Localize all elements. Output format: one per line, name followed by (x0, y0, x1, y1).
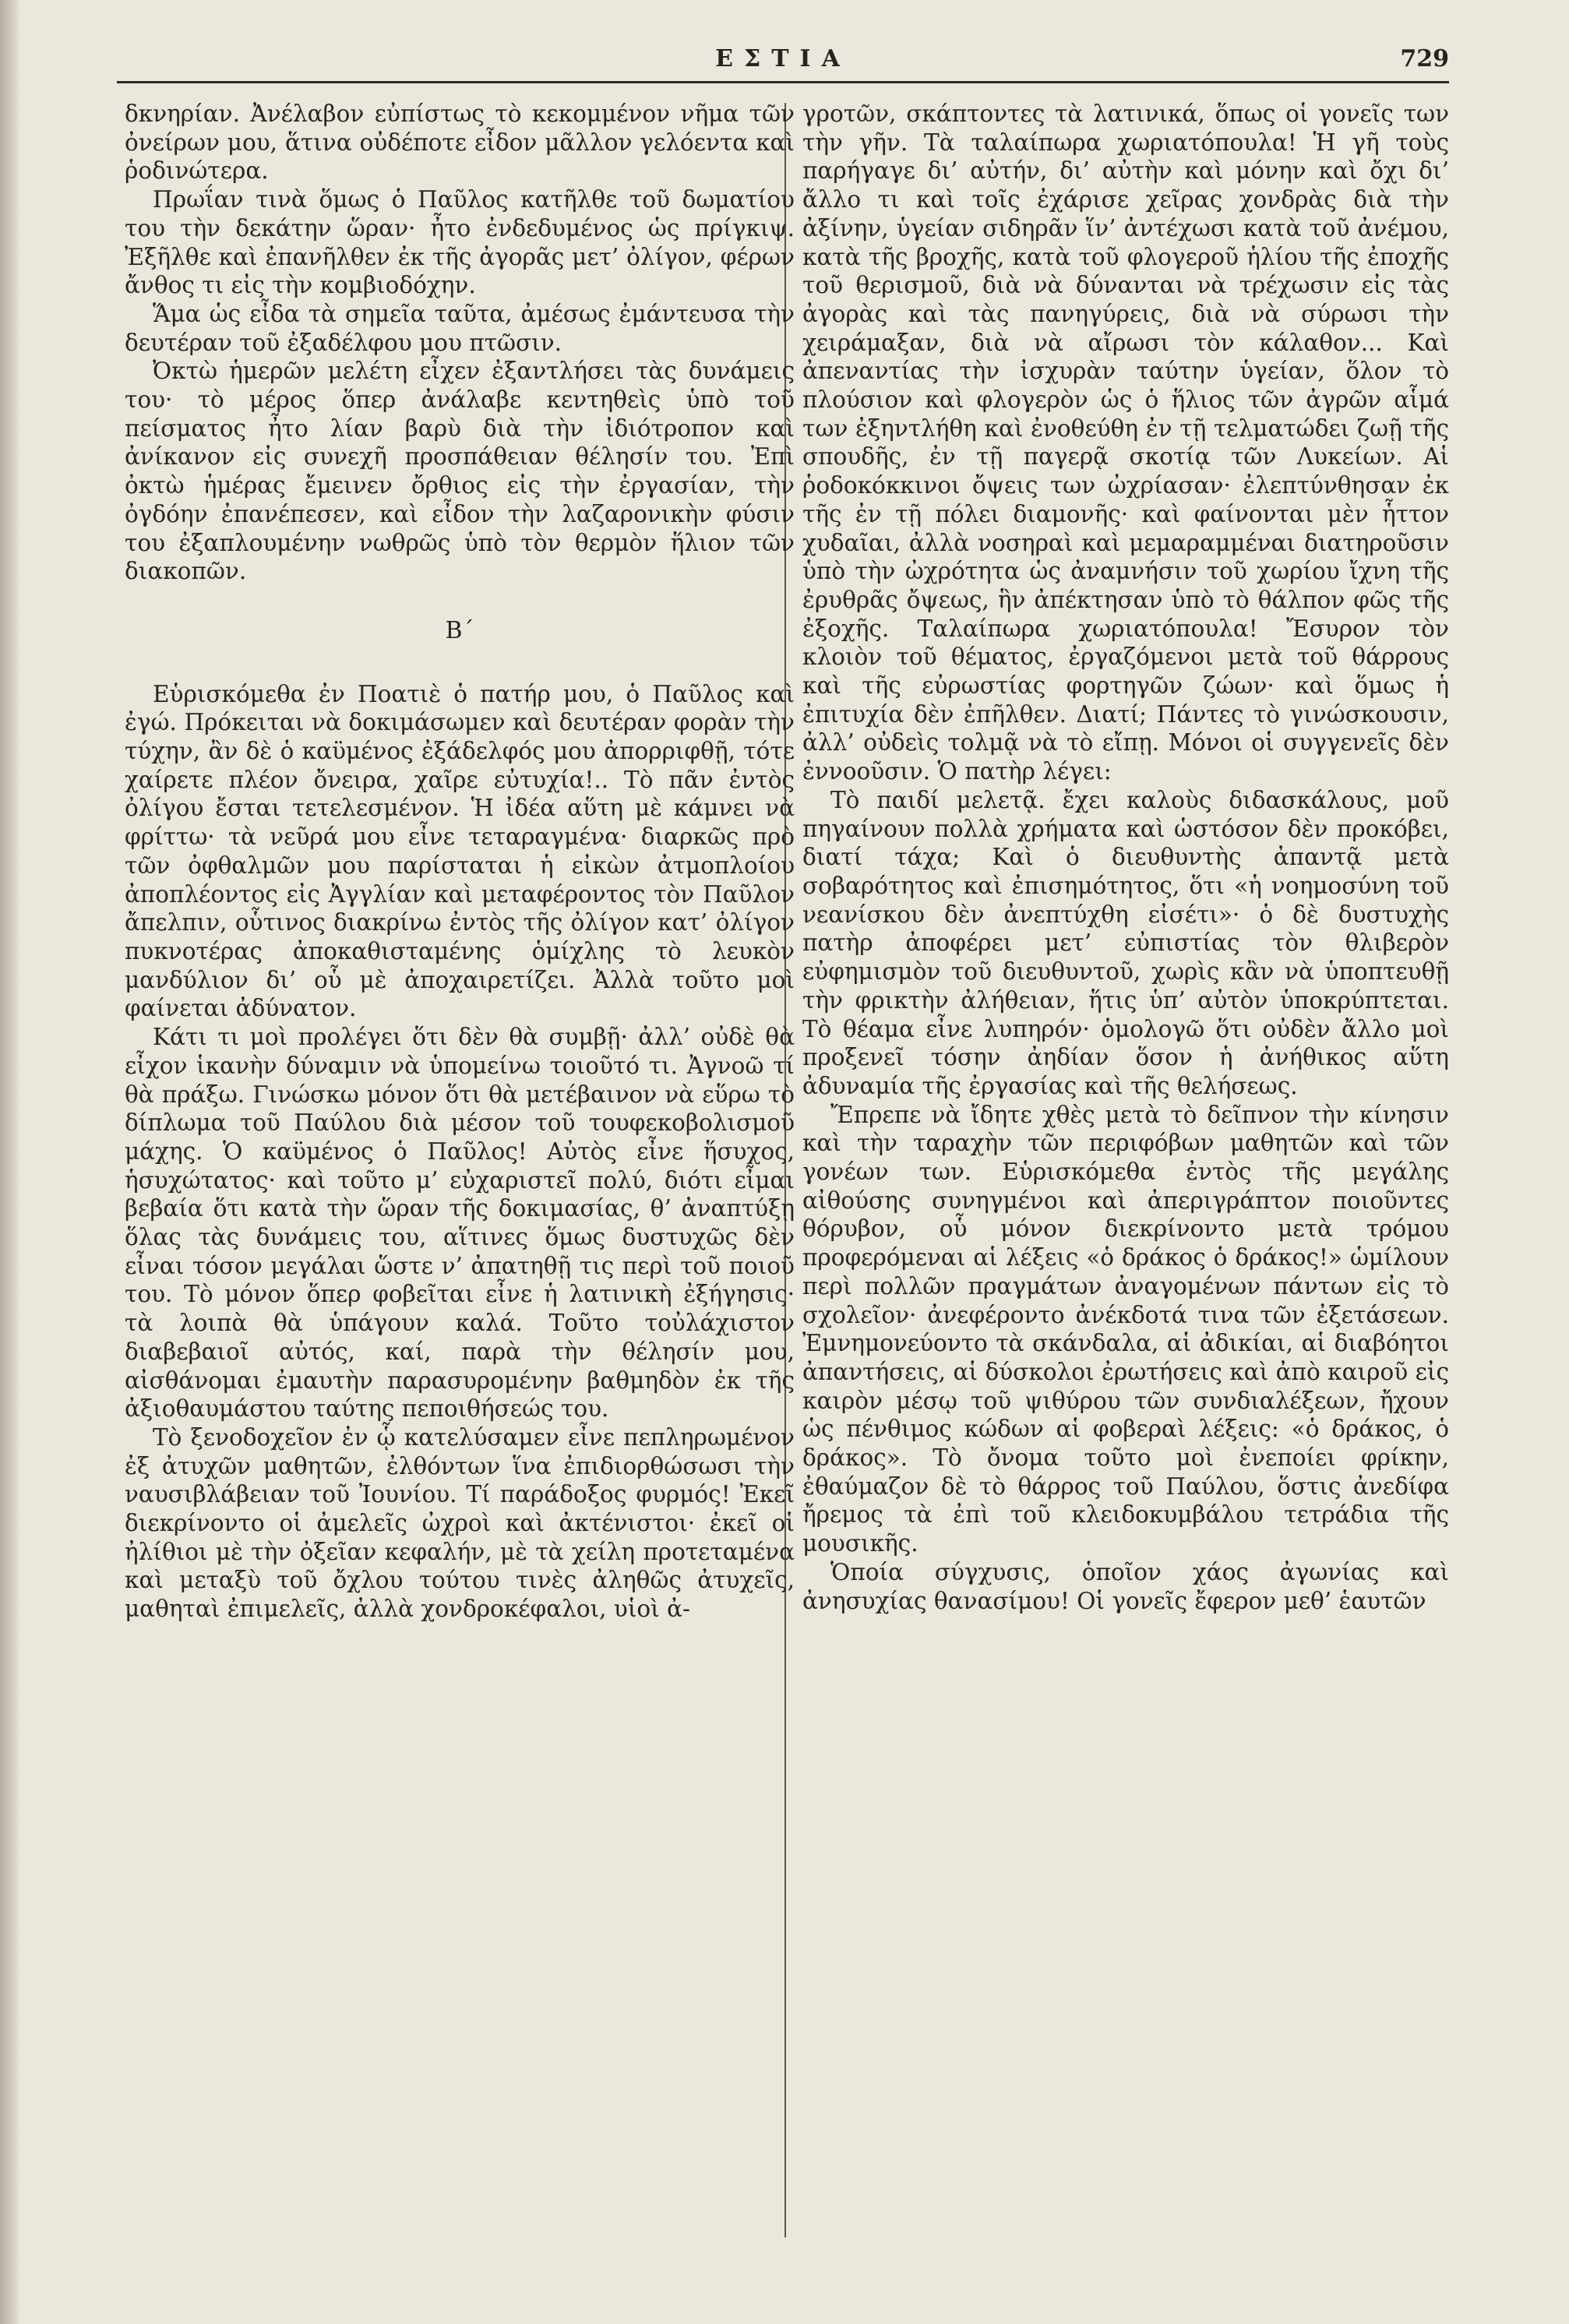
section-number: Β΄ (445, 616, 474, 644)
paragraph: Πρωΐαν τινὰ ὅμως ὁ Παῦλος κατῆλθε τοῦ δωματίου του τὴν δεκάτην ὥραν· ἦτο ἐνδεδυμένος ὡς πρίγκιψ. Ἐξῆλθε καὶ ἐπανῆλθεν ἐκ τῆς ἀγορᾶς μετ’ ὀλίγον, φέρων ἄνθος τι εἰς τὴν κομβιοδόχην. (125, 186, 795, 299)
paragraph: δκνηρίαν. Ἀνέλαβον εὐπίστως τὸ κεκομμένον νῆμα τῶν ὀνείρων μου, ἅτινα οὐδέποτε εἶδον μᾶλλον γελόεντα καὶ ῥοδινώτερα. (125, 101, 795, 185)
paragraph: Κάτι τι μοὶ προλέγει ὅτι δὲν θὰ συμβῇ· ἀλλ’ οὐδὲ θὰ εἶχον ἱκανὴν δύναμιν νὰ ὑπομείνω τοιοῦτό τι. Ἀγνοῶ τί θὰ πράξω. Γινώσκω μόνον ὅτι θὰ μετέβαινον νὰ εὕρω τὸ δίπλωμα τοῦ Παύλου διὰ μέσον τοῦ τουφεκοβολισμοῦ μάχης. Ὁ καϋμένος ὁ Παῦλος! Αὐτὸς εἶνε ἥσυχος, ἡσυχώτατος· καὶ τοῦτο μ’ εὐχαριστεῖ πολύ, διότι εἶμαι βεβαία ὅτι κατὰ τὴν ὥραν τῆς δοκιμασίας, θ’ ἀναπτύξῃ ὅλας τὰς δυνάμεις του, αἵτινες ὅμως δυστυχῶς δὲν εἶναι τόσον μεγάλαι ὥστε ν’ ἀπατηθῇ τις περὶ τοῦ ποιοῦ του. Τὸ μόνον ὅπερ φοβεῖται εἶνε ἡ λατινικὴ ἐξήγησις· τὰ λοιπὰ θὰ ὑπάγουν καλά. Τοῦτο τοὐλάχιστον διαβεβαιοῖ αὐτός, καί, παρὰ τὴν θέλησίν μου, αἰσθάνομαι ἐμαυτὴν παρασυρομένην βαθμηδὸν ἐκ τῆς ἀξιοθαυμάστου ταύτης πεποιθήσεώς του. (125, 1024, 795, 1423)
journal-title: ΕΣΤΙΑ (715, 45, 851, 72)
paragraph: Ἅμα ὡς εἶδα τὰ σημεῖα ταῦτα, ἀμέσως ἐμάντευσα τὴν δευτέραν τοῦ ἐξαδέλφου μου πτῶσιν. (125, 300, 795, 356)
header-rule (117, 81, 1449, 83)
paragraph: Τὸ παιδί μελετᾷ. ἔχει καλοὺς διδασκάλους, μοῦ πηγαίνουν πολλὰ χρήματα καὶ ὡστόσον δὲν προκόβει, διατί τάχα; Καὶ ὁ διευθυντὴς ἀπαντᾷ μετὰ σοβαρότητος καὶ ἐπισημότητος, ὅτι «ἡ νοημοσύνη τοῦ νεανίσκου δὲν ἀνεπτύχθη εἰσέτι»· ὁ δὲ δυστυχὴς πατὴρ ἀποφέρει μετ’ εὐπιστίας τὸν θλιβερὸν εὐφημισμὸν τοῦ διευθυντοῦ, χωρὶς κἂν νὰ ὑποπτευθῇ τὴν φρικτὴν ἀλήθειαν, ἥτις ὑπ’ αὐτὸν ὑποκρύπτεται. Τὸ θέαμα εἶνε λυπηρόν· ὁμολογῶ ὅτι οὐδὲν ἄλλο μοὶ προξενεῖ τόσην ἀηδίαν ὅσον ἡ ἀνήθικος αὕτη ἀδυναμία τῆς ἐργασίας καὶ τῆς θελήσεως. (802, 786, 1449, 1099)
page-header (117, 45, 1449, 76)
paragraph: Εὑρισκόμεθα ἐν Ποατιὲ ὁ πατήρ μου, ὁ Παῦλος καὶ ἐγώ. Πρόκειται νὰ δοκιμάσωμεν καὶ δευτέραν φορὰν τὴν τύχην, ἂν δὲ ὁ καϋμένος ἐξάδελφός μου ἀπορριφθῇ, τότε χαίρετε πλέον ὄνειρα, χαῖρε εὐτυχία!.. Τὸ πᾶν ἐντὸς ὀλίγου ἔσται τετελεσμένον. Ἡ ἰδέα αὕτη μὲ κάμνει νὰ φρίττω· τὰ νεῦρά μου εἶνε τεταραγμένα· διαρκῶς πρὸ τῶν ὀφθαλμῶν μου παρίσταται ἡ εἰκὼν ἀτμοπλοίου ἀποπλέοντος εἰς Ἀγγλίαν καὶ μεταφέροντος τὸν Παῦλον ἄπελπιν, οὗτινος διακρίνω ἐντὸς τῆς ὀλίγον κατ’ ὀλίγον πυκνοτέρας ἀποκαθισταμένης ὁμίχλης τὸ λευκὸν μανδύλιον δι’ οὗ μὲ ἀποχαιρετίζει. Ἀλλὰ τοῦτο μοὶ φαίνεται ἀδύνατον. (125, 680, 795, 1022)
paragraph: γροτῶν, σκάπτοντες τὰ λατινικά, ὅπως οἱ γονεῖς των τὴν γῆν. Τὰ ταλαίπωρα χωριατόπουλα! Ἡ γῆ τοὺς παρήγαγε δι’ αὐτήν, δι’ αὐτὴν καὶ μόνην καὶ ὄχι δι’ ἄλλο τι καὶ τοῖς ἐχάρισε χεῖρας χονδρὰς διὰ τὴν ἀξίνην, ὑγείαν σιδηρᾶν ἵν’ ἀντέχωσι κατὰ τοῦ ἀνέμου, κατὰ τῆς βροχῆς, κατὰ τοῦ φλογεροῦ ἡλίου τῆς ἐποχῆς τοῦ θερισμοῦ, διὰ νὰ δύνανται νὰ τρέχωσιν εἰς τὰς ἀγορὰς καὶ τὰς πανηγύρεις, διὰ νὰ σύρωσι τὴν χειράμαξαν, διὰ νὰ αἴρωσι τὸν κάλαθον... Καὶ ἀπεναντίας τὴν ἰσχυρὰν ταύτην ὑγείαν, ὅλον τὸ πλούσιον καὶ φλογερὸν ὡς ὁ ἥλιος τῶν ἀγρῶν αἷμά των ἐξηντλήθη καὶ ἐνοθεύθη ἐν τῇ τελματώδει ζωῇ τῆς σπουδῆς, ἐν τῇ παγερᾷ σκοτίᾳ τῶν Λυκείων. Αἱ ῥοδοκόκκινοι ὄψεις των ὠχρίασαν· ἐλεπτύνθησαν ἐκ τῆς ἐν τῇ πόλει διαμονῆς· καὶ φαίνονται μὲν ἧττον χυδαῖαι, ἀλλὰ νοσηραὶ καὶ μεμαραμμέναι διατηροῦσιν ὑπὸ τὴν ὠχρότητα ὡς ἀναμνήσιν τοῦ χωρίου ἴχνη τῆς ἐρυθρᾶς ὄψεως, ἣν ἀπέκτησαν ὑπὸ τὸ θάλπον φῶς τῆς ἐξοχῆς. Ταλαίπωρα χωριατόπουλα! Ἔσυρον τὸν κλοιὸν τοῦ θέματος, ἐργαζόμενοι μετὰ τοῦ θάρρους καὶ τῆς εὐρωστίας φορτηγῶν ζώων· καὶ ὅμως ἡ ἐπιτυχία δὲν ἐπῆλθεν. Διατί; Πάντες τὸ γινώσκουσιν, ἀλλ’ οὐδεὶς τολμᾷ νὰ τὸ εἴπῃ. Μόνοι οἱ συγγενεῖς δὲν ἐννοοῦσιν. Ὁ πατὴρ λέγει: (802, 101, 1449, 785)
page-number: 729 (1400, 45, 1449, 72)
left-column (117, 100, 802, 1624)
book-spine-shadow (0, 0, 20, 2324)
paragraph: Ἔπρεπε νὰ ἴδητε χθὲς μετὰ τὸ δεῖπνον τὴν κίνησιν καὶ τὴν ταραχὴν τῶν περιφόβων μαθητῶν καὶ τῶν γονέων των. Εὑρισκόμεθα ἐντὸς τῆς μεγάλης αἰθούσης συνηγμένοι καὶ ἀπεριγράπτον ποιοῦντες θόρυβον, οὗ μόνον διεκρίνοντο μετὰ τρόμου προφερόμεναι αἱ λέξεις «ὁ δράκος ὁ δράκος!» ὡμίλουν περὶ πολλῶν πραγμάτων ἀναγομένων πάντων εἰς τὸ σχολεῖον· ἀνεφέροντο ἀνέκδοτά τινα τῶν ἐξετάσεων. Ἐμνημονεύοντο τὰ σκάνδαλα, αἱ ἀδικίαι, αἱ διαβόητοι ἀπαντήσεις, αἱ δύσκολοι ἐρωτήσεις καὶ ἀπὸ καιροῦ εἰς καιρὸν μέσῳ τοῦ ψιθύρου τῶν συνδιαλέξεων, ἤχουν ὡς πένθιμος κώδων αἱ φοβεραὶ λέξεις: «ὁ δράκος, ὁ δράκος». Τὸ ὄνομα τοῦτο μοὶ ἐνεποίει φρίκην, ἐθαύμαζον δὲ τὸ θάρρος τοῦ Παύλου, ὅστις ἀνεδίφα ἤρεμος τὰ ἐπὶ τοῦ κλειδοκυμβάλου τετράδια τῆς μουσικῆς. (802, 1101, 1449, 1557)
paragraph: Ὁποία σύγχυσις, ὁποῖον χάος ἀγωνίας καὶ ἀνησυχίας θανασίμου! Οἱ γονεῖς ἔφερον μεθ’ ἑαυτῶν (802, 1558, 1449, 1614)
paragraph: Τὸ ξενοδοχεῖον ἐν ᾧ κατελύσαμεν εἶνε πεπληρωμένον ἐξ ἀτυχῶν μαθητῶν, ἐλθόντων ἵνα ἐπιδιορθώσωσι τὴν ναυσιβλάβειαν τοῦ Ἰουνίου. Τί παράδοξος φυρμός! Ἐκεῖ διεκρίνοντο οἱ ἀμελεῖς ὠχροὶ καὶ ἀκτένιστοι· ἐκεῖ οἱ ἠλίθιοι μὲ τὴν ὀξεῖαν κεφαλήν, μὲ τὰ χείλη προτεταμένα καὶ μεταξὺ τοῦ ὄχλου τούτου τινὲς ἀληθῶς ἀτυχεῖς, μαθηταὶ ἐπιμελεῖς, ἀλλὰ χονδροκέφαλοι, υἱοὶ ἀ- (125, 1423, 795, 1623)
paragraph: Ὀκτὼ ἡμερῶν μελέτη εἶχεν ἐξαντλήσει τὰς δυνάμεις του· τὸ μέρος ὅπερ ἀνάλαβε κεντηθεὶς ὑπὸ τοῦ πείσματος ἦτο λίαν βαρὺ διὰ τὴν ἰδιότροπον καὶ ἀνίκανον εἰς συνεχῆ προσπάθειαν θέλησίν του. Ἐπὶ ὀκτὼ ἡμέρας ἔμεινεν ὄρθιος εἰς τὴν ἐργασίαν, τὴν ὀγδόην ἐπανέπεσεν, καὶ εἶδον τὴν λαζαρονικὴν φύσιν του ἐξαπλουμένην νωθρῶς ὑπὸ τὸν θερμὸν ἥλιον τῶν διακοπῶν. (125, 358, 795, 585)
right-column (763, 100, 1449, 1615)
